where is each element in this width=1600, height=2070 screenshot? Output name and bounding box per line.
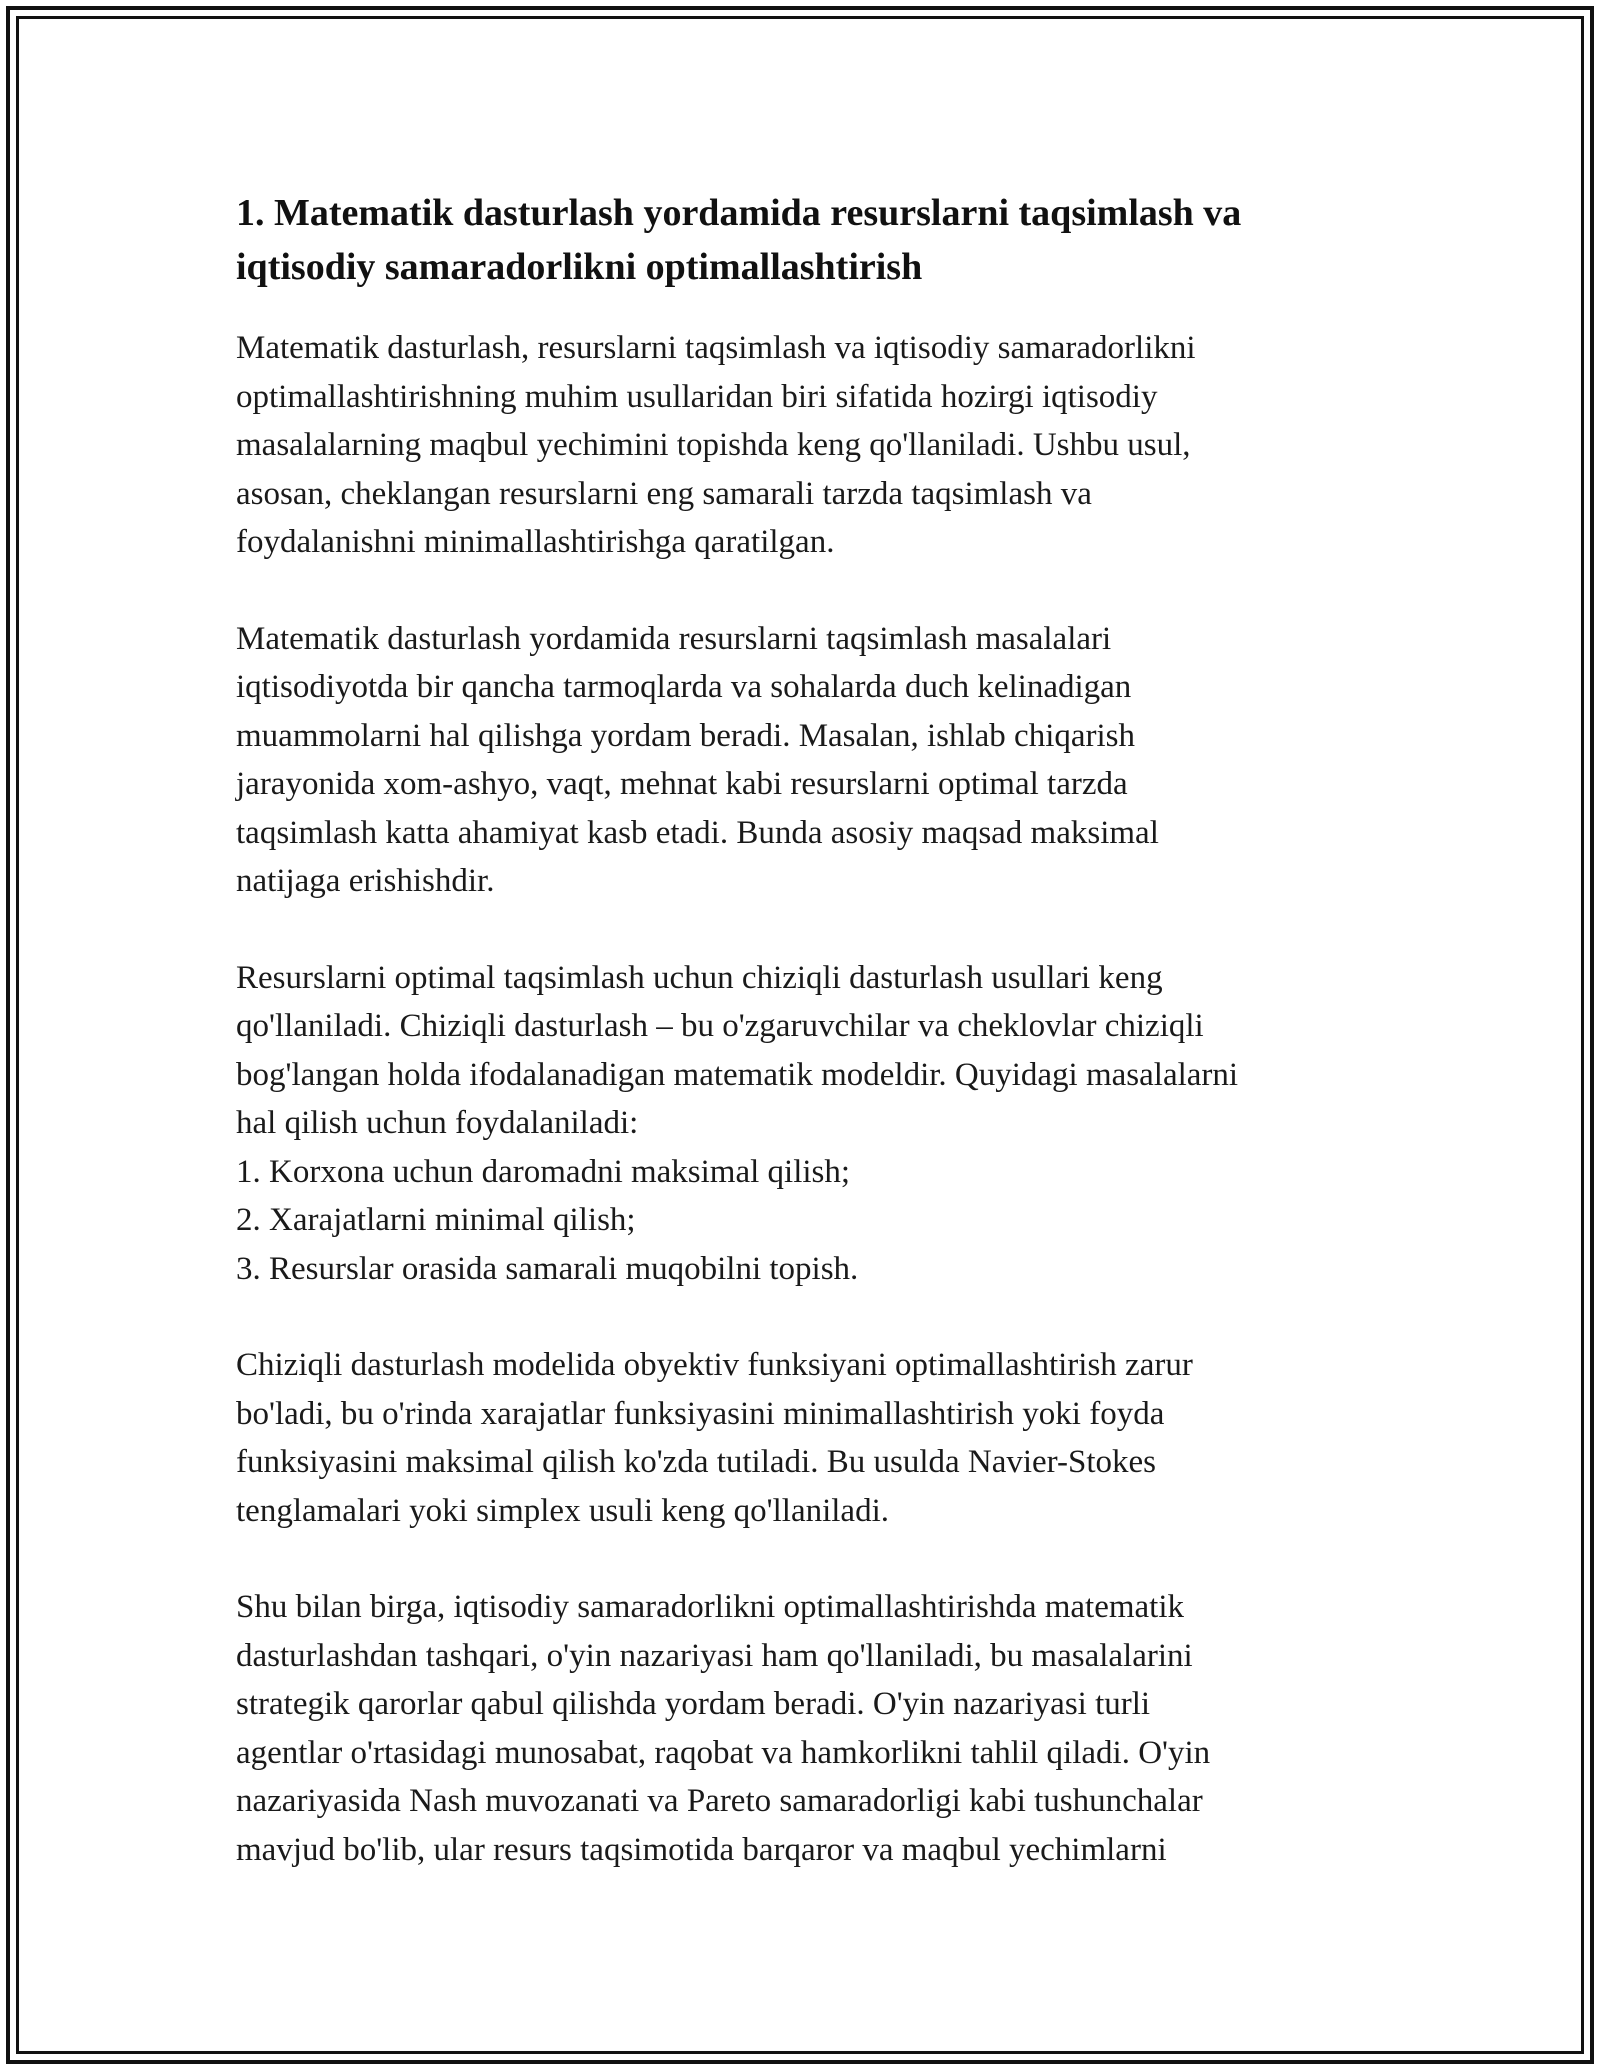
paragraph-resource-allocation: [236, 615, 1366, 906]
text-line: funksiyasini maksimal qilish ko'zda tutiladi. Bu usulda Navier-Stokes: [236, 1444, 1157, 1480]
text-line: dasturlashdan tashqari, o'yin nazariyasi ham qo'llaniladi, bu masalalarini: [236, 1637, 1193, 1674]
text-line: mavjud bo'lib, ular resurs taqsimotida barqaror va maqbul yechimlarni: [236, 1831, 1167, 1868]
text-line: Matematik dasturlash, resurslarni taqsimlash va iqtisodiy samaradorlikni: [236, 330, 1196, 366]
text-line: nazariyasida Nash muvozanati va Pareto samaradorligi kabi tushunchalar: [236, 1783, 1203, 1819]
text-line: masalalarning maqbul yechimini topishda keng qo'llaniladi. Ushbu usul,: [236, 427, 1191, 463]
text-line: natijaga erishishdir.: [236, 863, 495, 899]
text-line: bo'ladi, bu o'rinda xarajatlar funksiyasini minimallashtirish yoki foyda: [236, 1395, 1165, 1432]
text-line: optimallashtirishning muhim usullaridan biri sifatida hozirgi iqtisodiy: [236, 378, 1158, 415]
text-line: iqtisodiyotda bir qancha tarmoqlarda va sohalarda duch kelinadigan: [236, 669, 1132, 705]
text-line: agentlar o'rtasidagi munosabat, raqobat va hamkorlikni tahlil qiladi. O'yin: [236, 1734, 1211, 1771]
section-heading: [236, 186, 1366, 294]
text-line: qo'llaniladi. Chiziqli dasturlash – bu o'zgaruvchilar va cheklovlar chiziqli: [236, 1008, 1204, 1044]
list-item: 3. Resurslar orasida samarali muqobilni topish.: [236, 1250, 859, 1287]
text-line: tenglamalari yoki simplex usuli keng qo'llaniladi.: [236, 1492, 889, 1529]
paragraph-game-theory: [236, 1583, 1366, 1874]
text-line: asosan, cheklangan resurslarni eng samarali tarzda taqsimlash va: [236, 475, 1092, 512]
text-line: hal qilish uchun foydalaniladi:: [236, 1105, 639, 1141]
text-line: strategik qarorlar qabul qilishda yordam beradi. O'yin nazariyasi turli: [236, 1686, 1151, 1722]
text-line: taqsimlash katta ahamiyat kasb etadi. Bunda asosiy maqsad maksimal: [236, 814, 1159, 851]
text-line: Resurslarni optimal taqsimlash uchun chiziqli dasturlash usullari keng: [236, 959, 1163, 996]
text-line: bog'langan holda ifodalanadigan matematik modeldir. Quyidagi masalalarni: [236, 1056, 1239, 1093]
text-line: Shu bilan birga, iqtisodiy samaradorlikni optimallashtirishda matematik: [236, 1589, 1184, 1625]
heading-line: iqtisodiy samaradorlikni optimallashtirish: [236, 246, 923, 288]
list-item: 1. Korxona uchun daromadni maksimal qilish;: [236, 1153, 851, 1190]
text-line: Chiziqli dasturlash modelida obyektiv funksiyani optimallashtirish zarur: [236, 1347, 1193, 1383]
list-item: 2. Xarajatlarni minimal qilish;: [236, 1202, 636, 1238]
heading-line: 1. Matematik dasturlash yordamida resurslarni taqsimlash va: [236, 192, 1242, 234]
document-body: [236, 186, 1366, 1922]
paragraph-intro: [236, 324, 1366, 567]
text-line: muammolarni hal qilishga yordam beradi. Masalan, ishlab chiqarish: [236, 717, 1136, 754]
text-line: foydalanishni minimallashtirishga qaratilgan.: [236, 524, 835, 560]
text-line: jarayonida xom-ashyo, vaqt, mehnat kabi resurslarni optimal tarzda: [236, 766, 1128, 802]
paragraph-objective-function: [236, 1341, 1366, 1535]
paragraph-linear-programming: [236, 954, 1366, 1294]
text-line: Matematik dasturlash yordamida resurslarni taqsimlash masalalari: [236, 620, 1112, 657]
